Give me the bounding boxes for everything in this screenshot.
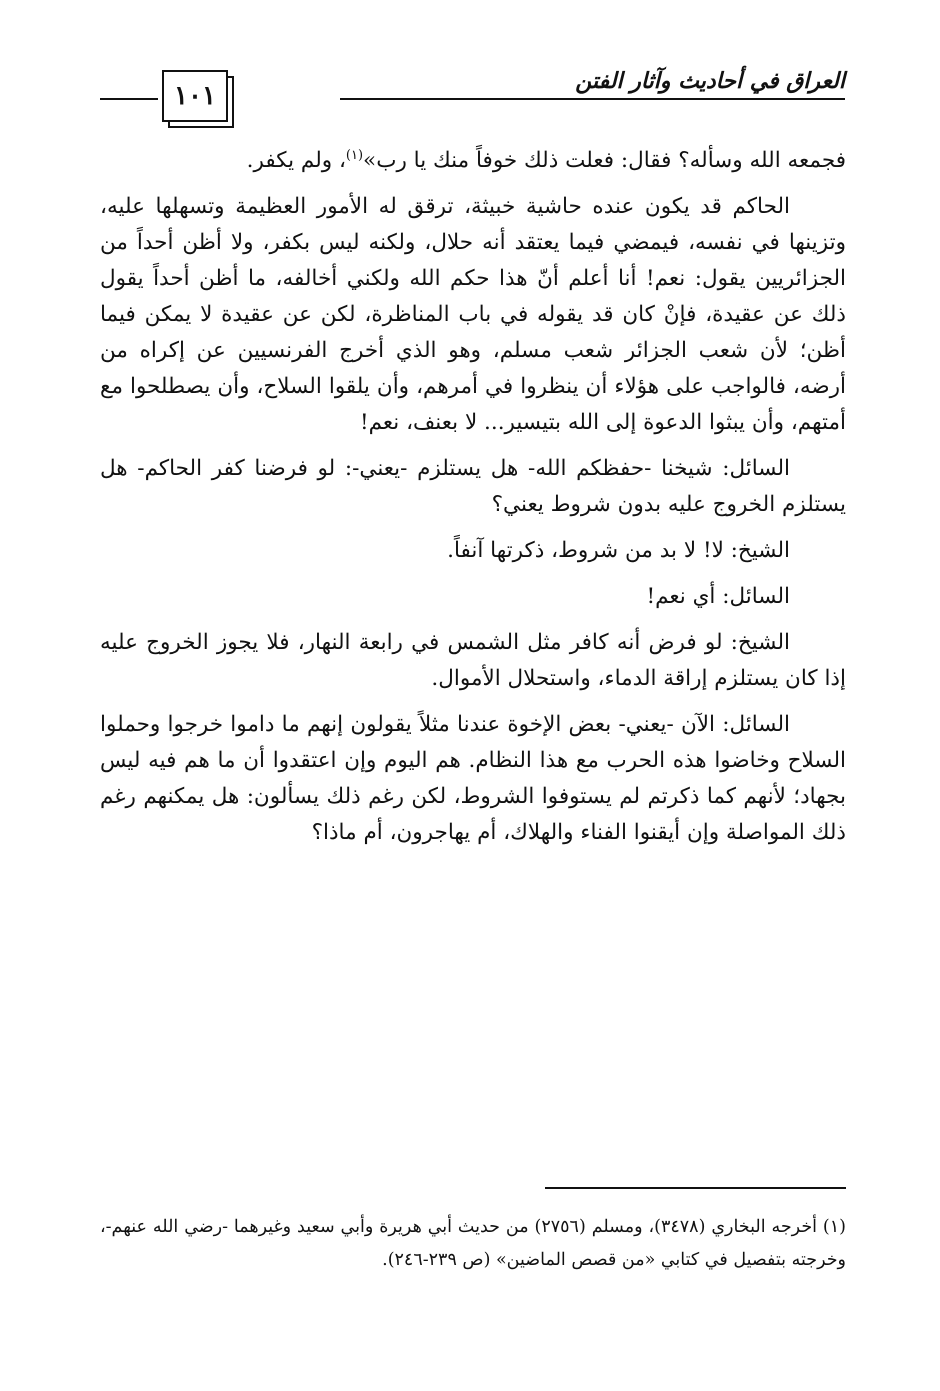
paragraph-1-end: ، ولم يكفر. [246,148,346,173]
footnote-ref-1: (١) [345,147,364,163]
main-text [100,143,846,861]
running-title: العراق في أحاديث وآثار الفتن [557,66,845,98]
footnotes [100,1211,846,1287]
paragraph-5: السائل: أي نعم! [646,584,790,609]
header-rule-right [340,98,845,100]
paragraph-7: السائل: الآن -يعني- بعض الإخوة عندنا مثلاً يقولون إنهم ما داموا خرجوا وحملوا السلاح وخاضوا هذه الحرب مع هذا النظام. هم اليوم وإن اعتقدوا أن ما هم فيه ليس بجهاد؛ لأنهم كما ذكرتم لم يستوفوا الشروط، لكن رغم ذلك يسألون: هل يمكنهم رغم ذلك المواصلة وإن أيقنوا الفناء والهلاك، أم يهاجرون، أم ماذا؟ [100,712,846,845]
paragraph-3: السائل: شيخنا -حفظكم الله- هل يستلزم -يعني-: لو فرضنا كفر الحاكم- هل يستلزم الخروج عليه بدون شروط يعني؟ [100,456,846,517]
footnote-1: (١) أخرجه البخاري (٣٤٧٨)، ومسلم (٢٧٥٦) من حديث أبي هريرة وأبي سعيد وغيرهما -رضي الله عنهم-، وخرجته بتفصيل في كتابي «من قصص الماضين» (ص ٢٣٩-٢٤٦). [100,1217,846,1270]
paragraph-1 [100,143,846,179]
paragraph-6: الشيخ: لو فرض أنه كافر مثل الشمس في رابعة النهار، فلا يجوز الخروج عليه إذا كان يستلزم إراقة الدماء، واستحلال الأموال. [100,630,846,691]
page-header [100,62,845,132]
header-rule-left [100,98,158,100]
footnote-separator [545,1187,846,1189]
page-number: ١٠١ [174,81,216,111]
paragraph-1-text: فجمعه الله وسأله؟ فقال: فعلت ذلك خوفاً منك يا رب» [363,148,846,173]
page-number-box [162,70,228,122]
paragraph-4: الشيخ: لا! لا بد من شروط، ذكرتها آنفاً. [447,538,790,563]
paragraph-2: الحاكم قد يكون عنده حاشية خبيثة، ترقق له الأمور العظيمة وتسهلها عليه، وتزينها في نفسه، فيمضي فيما يعتقد أنه حلال، ولكنه ليس بكفر، ولا أظن أحداً من الجزائريين يقول: نعم! أنا أعلم أنّ هذا حكم الله ولكني أخالفه، ما أظن أحداً يقول ذلك عن عقيدة، فإنْ كان قد يقوله في باب المناظرة، لكن عن عقيدة لا يمكن فيما أظن؛ لأن شعب الجزائر شعب مسلم، وهو الذي أخرج الفرنسيين عن إكراه من أرضه، فالواجب على هؤلاء أن ينظروا في أمرهم، وأن يلقوا السلاح، وأن يصطلحوا مع أمتهم، وأن يبثوا الدعوة إلى الله بتيسير... لا بعنف، نعم! [100,194,846,435]
